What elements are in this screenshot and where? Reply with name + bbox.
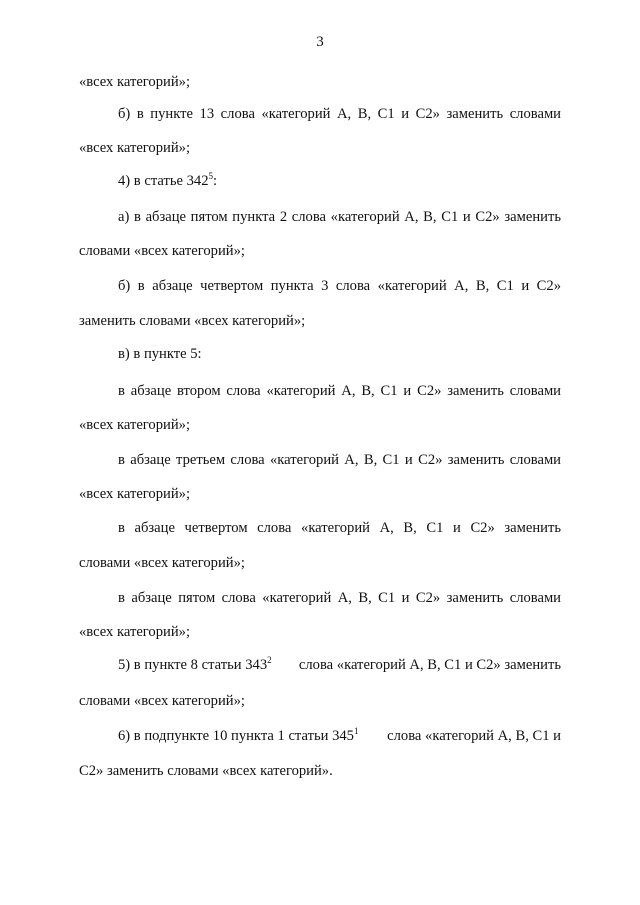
paragraph-line: б) в абзаце четвертом пункта 3 слова «категорий A, B, C1 и C2» [118, 278, 561, 294]
line-text: слова «категорий A, B, C1 и C2» заменить [295, 657, 561, 673]
page-number: 3 [316, 34, 324, 50]
line-text [118, 656, 272, 674]
paragraph-line: словами «всех категорий»; [79, 243, 245, 259]
paragraph-line: «всех категорий»; [79, 417, 190, 433]
paragraph-line: в) в пункте 5: [118, 346, 202, 362]
paragraph-line: «всех категорий»; [79, 624, 190, 640]
line-text-part: 6) в подпункте 10 пункта 1 статьи 345 [118, 728, 354, 744]
paragraph-line [118, 172, 217, 190]
paragraph-line: в абзаце третьем слова «категорий A, B, C1 и C2» заменить словами [118, 452, 561, 468]
paragraph-line: заменить словами «всех категорий»; [79, 313, 306, 329]
paragraph-line: в абзаце пятом слова «категорий A, B, C1 и C2» заменить словами [118, 590, 561, 606]
superscript: 1 [353, 726, 359, 736]
paragraph-line: «всех категорий»; [79, 140, 190, 156]
paragraph-line: «всех категорий»; [79, 486, 190, 502]
paragraph-line: в абзаце четвертом слова «категорий A, B, C1 и C2» заменить [118, 520, 561, 536]
paragraph-line: C2» заменить словами «всех категорий». [79, 763, 333, 779]
paragraph-line: а) в абзаце пятом пункта 2 слова «категорий A, B, C1 и C2» заменить [118, 209, 561, 225]
paragraph-line: б) в пункте 13 слова «категорий A, B, C1 и C2» заменить словами [118, 106, 561, 122]
line-text: 4) в статье 342 [118, 173, 209, 189]
line-text-part: 5) в пункте 8 статьи 343 [118, 657, 268, 673]
paragraph-line: словами «всех категорий»; [79, 693, 245, 709]
line-text [118, 727, 358, 745]
paragraph-line: словами «всех категорий»; [79, 555, 245, 571]
superscript: 5 [208, 171, 214, 181]
line-text: слова «категорий A, B, C1 и [383, 728, 561, 744]
paragraph-line: «всех категорий»; [79, 74, 190, 90]
paragraph-line: в абзаце втором слова «категорий A, B, C1 и C2» заменить словами [118, 383, 561, 399]
line-text: : [213, 173, 218, 189]
paragraph-line [118, 727, 561, 745]
paragraph-line [118, 656, 561, 674]
superscript: 2 [267, 655, 272, 665]
